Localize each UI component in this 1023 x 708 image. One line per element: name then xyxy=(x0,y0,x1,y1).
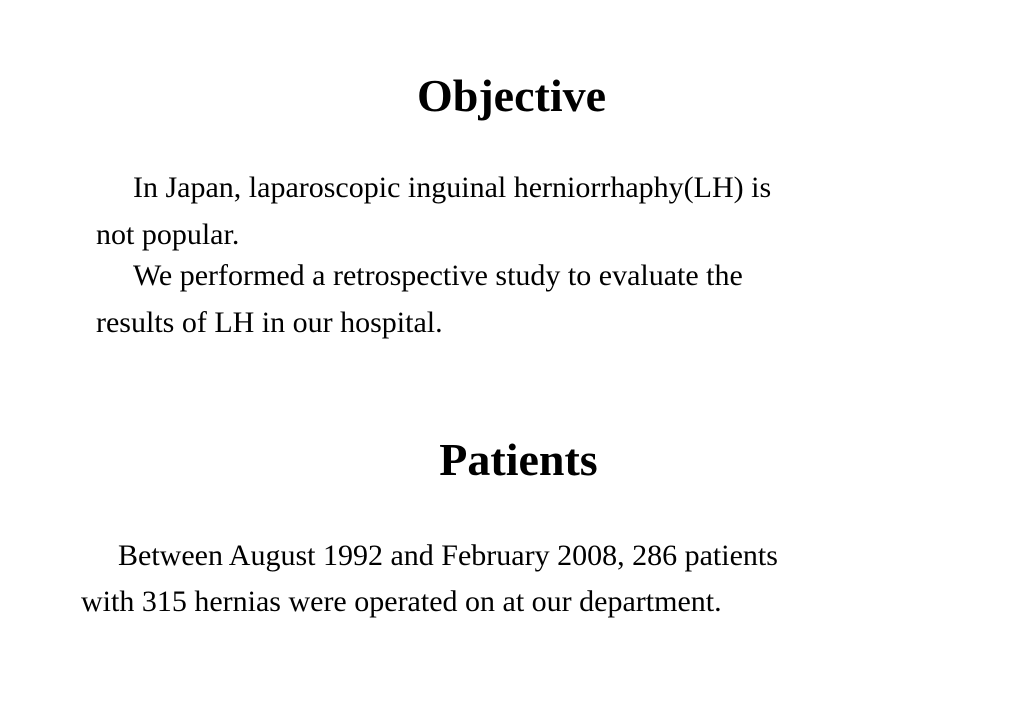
objective-line: We performed a retrospective study to evaluate the xyxy=(133,259,743,292)
patients-line: with 315 hernias were operated on at our department. xyxy=(81,585,722,618)
objective-line: results of LH in our hospital. xyxy=(96,306,443,339)
patients-line: Between August 1992 and February 2008, 286 patients xyxy=(118,539,778,572)
objective-line: not popular. xyxy=(96,218,240,251)
objective-line: In Japan, laparoscopic inguinal herniorrhaphy(LH) is xyxy=(133,171,772,204)
patients-heading: Patients xyxy=(439,434,598,485)
objective-heading: Objective xyxy=(416,70,607,121)
